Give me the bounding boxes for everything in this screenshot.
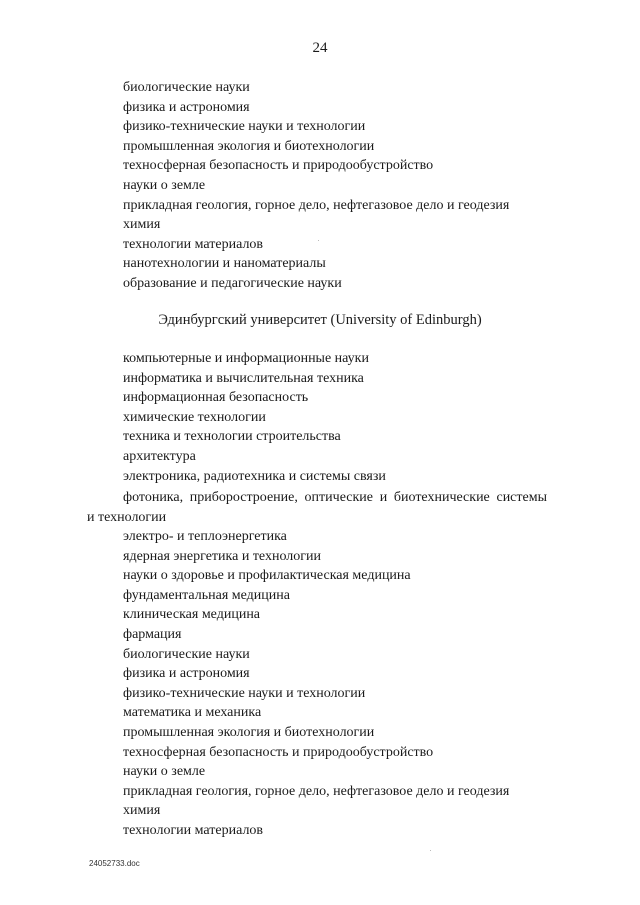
list-item: промышленная экология и биотехнологии bbox=[123, 724, 375, 740]
list-item: информатика и вычислительная техника bbox=[123, 370, 364, 386]
list-item: химические технологии bbox=[123, 409, 266, 425]
list-item: компьютерные и информационные науки bbox=[123, 351, 369, 366]
document-filename: 24052733.doc bbox=[89, 859, 140, 868]
list-item: нанотехнологии и наноматериалы bbox=[123, 256, 326, 272]
edinburgh-discipline-list-continued bbox=[123, 527, 509, 841]
scan-speck bbox=[318, 240, 319, 241]
list-item: науки о земле bbox=[123, 177, 206, 193]
list-item: техносферная безопасность и природообустройство bbox=[123, 158, 434, 174]
list-item: фундаментальная медицина bbox=[123, 587, 290, 603]
list-item: физика и астрономия bbox=[123, 99, 250, 115]
list-item: технологии материалов bbox=[123, 822, 264, 838]
list-item: биологические науки bbox=[123, 80, 250, 95]
page-number: 24 bbox=[312, 40, 328, 56]
top-discipline-list bbox=[123, 78, 509, 294]
university-heading: Эдинбургский университет (University of Edinburgh) bbox=[158, 312, 482, 328]
list-item: клиническая медицина bbox=[123, 607, 261, 623]
list-item: технологии материалов bbox=[123, 236, 264, 252]
list-item: физико-технические науки и технологии bbox=[123, 685, 366, 701]
wrapped-item-line1: фотоника, приборостроение, оптические и биотехнические системы bbox=[123, 490, 547, 505]
list-item: биологические науки bbox=[123, 646, 250, 662]
list-item: электроника, радиотехника и системы связи bbox=[123, 468, 386, 484]
edinburgh-discipline-list bbox=[123, 349, 386, 486]
list-item: химия bbox=[123, 217, 161, 233]
scan-speck bbox=[430, 850, 431, 851]
list-item: прикладная геология, горное дело, нефтегазовое дело и геодезия bbox=[123, 783, 510, 799]
list-item: электро- и теплоэнергетика bbox=[123, 529, 287, 544]
list-item: физико-технические науки и технологии bbox=[123, 119, 366, 135]
wrapped-item-line2: и технологии bbox=[87, 509, 167, 525]
list-item: промышленная экология и биотехнологии bbox=[123, 138, 375, 154]
list-item: архитектура bbox=[123, 448, 196, 464]
list-item: образование и педагогические науки bbox=[123, 275, 342, 291]
wrapped-list-item bbox=[87, 488, 547, 527]
list-item: прикладная геология, горное дело, нефтегазовое дело и геодезия bbox=[123, 197, 510, 213]
list-item: техника и технологии строительства bbox=[123, 429, 341, 445]
list-item: фармация bbox=[123, 626, 182, 642]
list-item: физика и астрономия bbox=[123, 666, 250, 682]
list-item: науки о земле bbox=[123, 764, 206, 780]
list-item: науки о здоровье и профилактическая медицина bbox=[123, 568, 411, 584]
list-item: техносферная безопасность и природообустройство bbox=[123, 744, 434, 760]
list-item: математика и механика bbox=[123, 705, 262, 721]
list-item: химия bbox=[123, 803, 161, 819]
list-item: ядерная энергетика и технологии bbox=[123, 548, 321, 564]
list-item: информационная безопасность bbox=[123, 390, 309, 406]
